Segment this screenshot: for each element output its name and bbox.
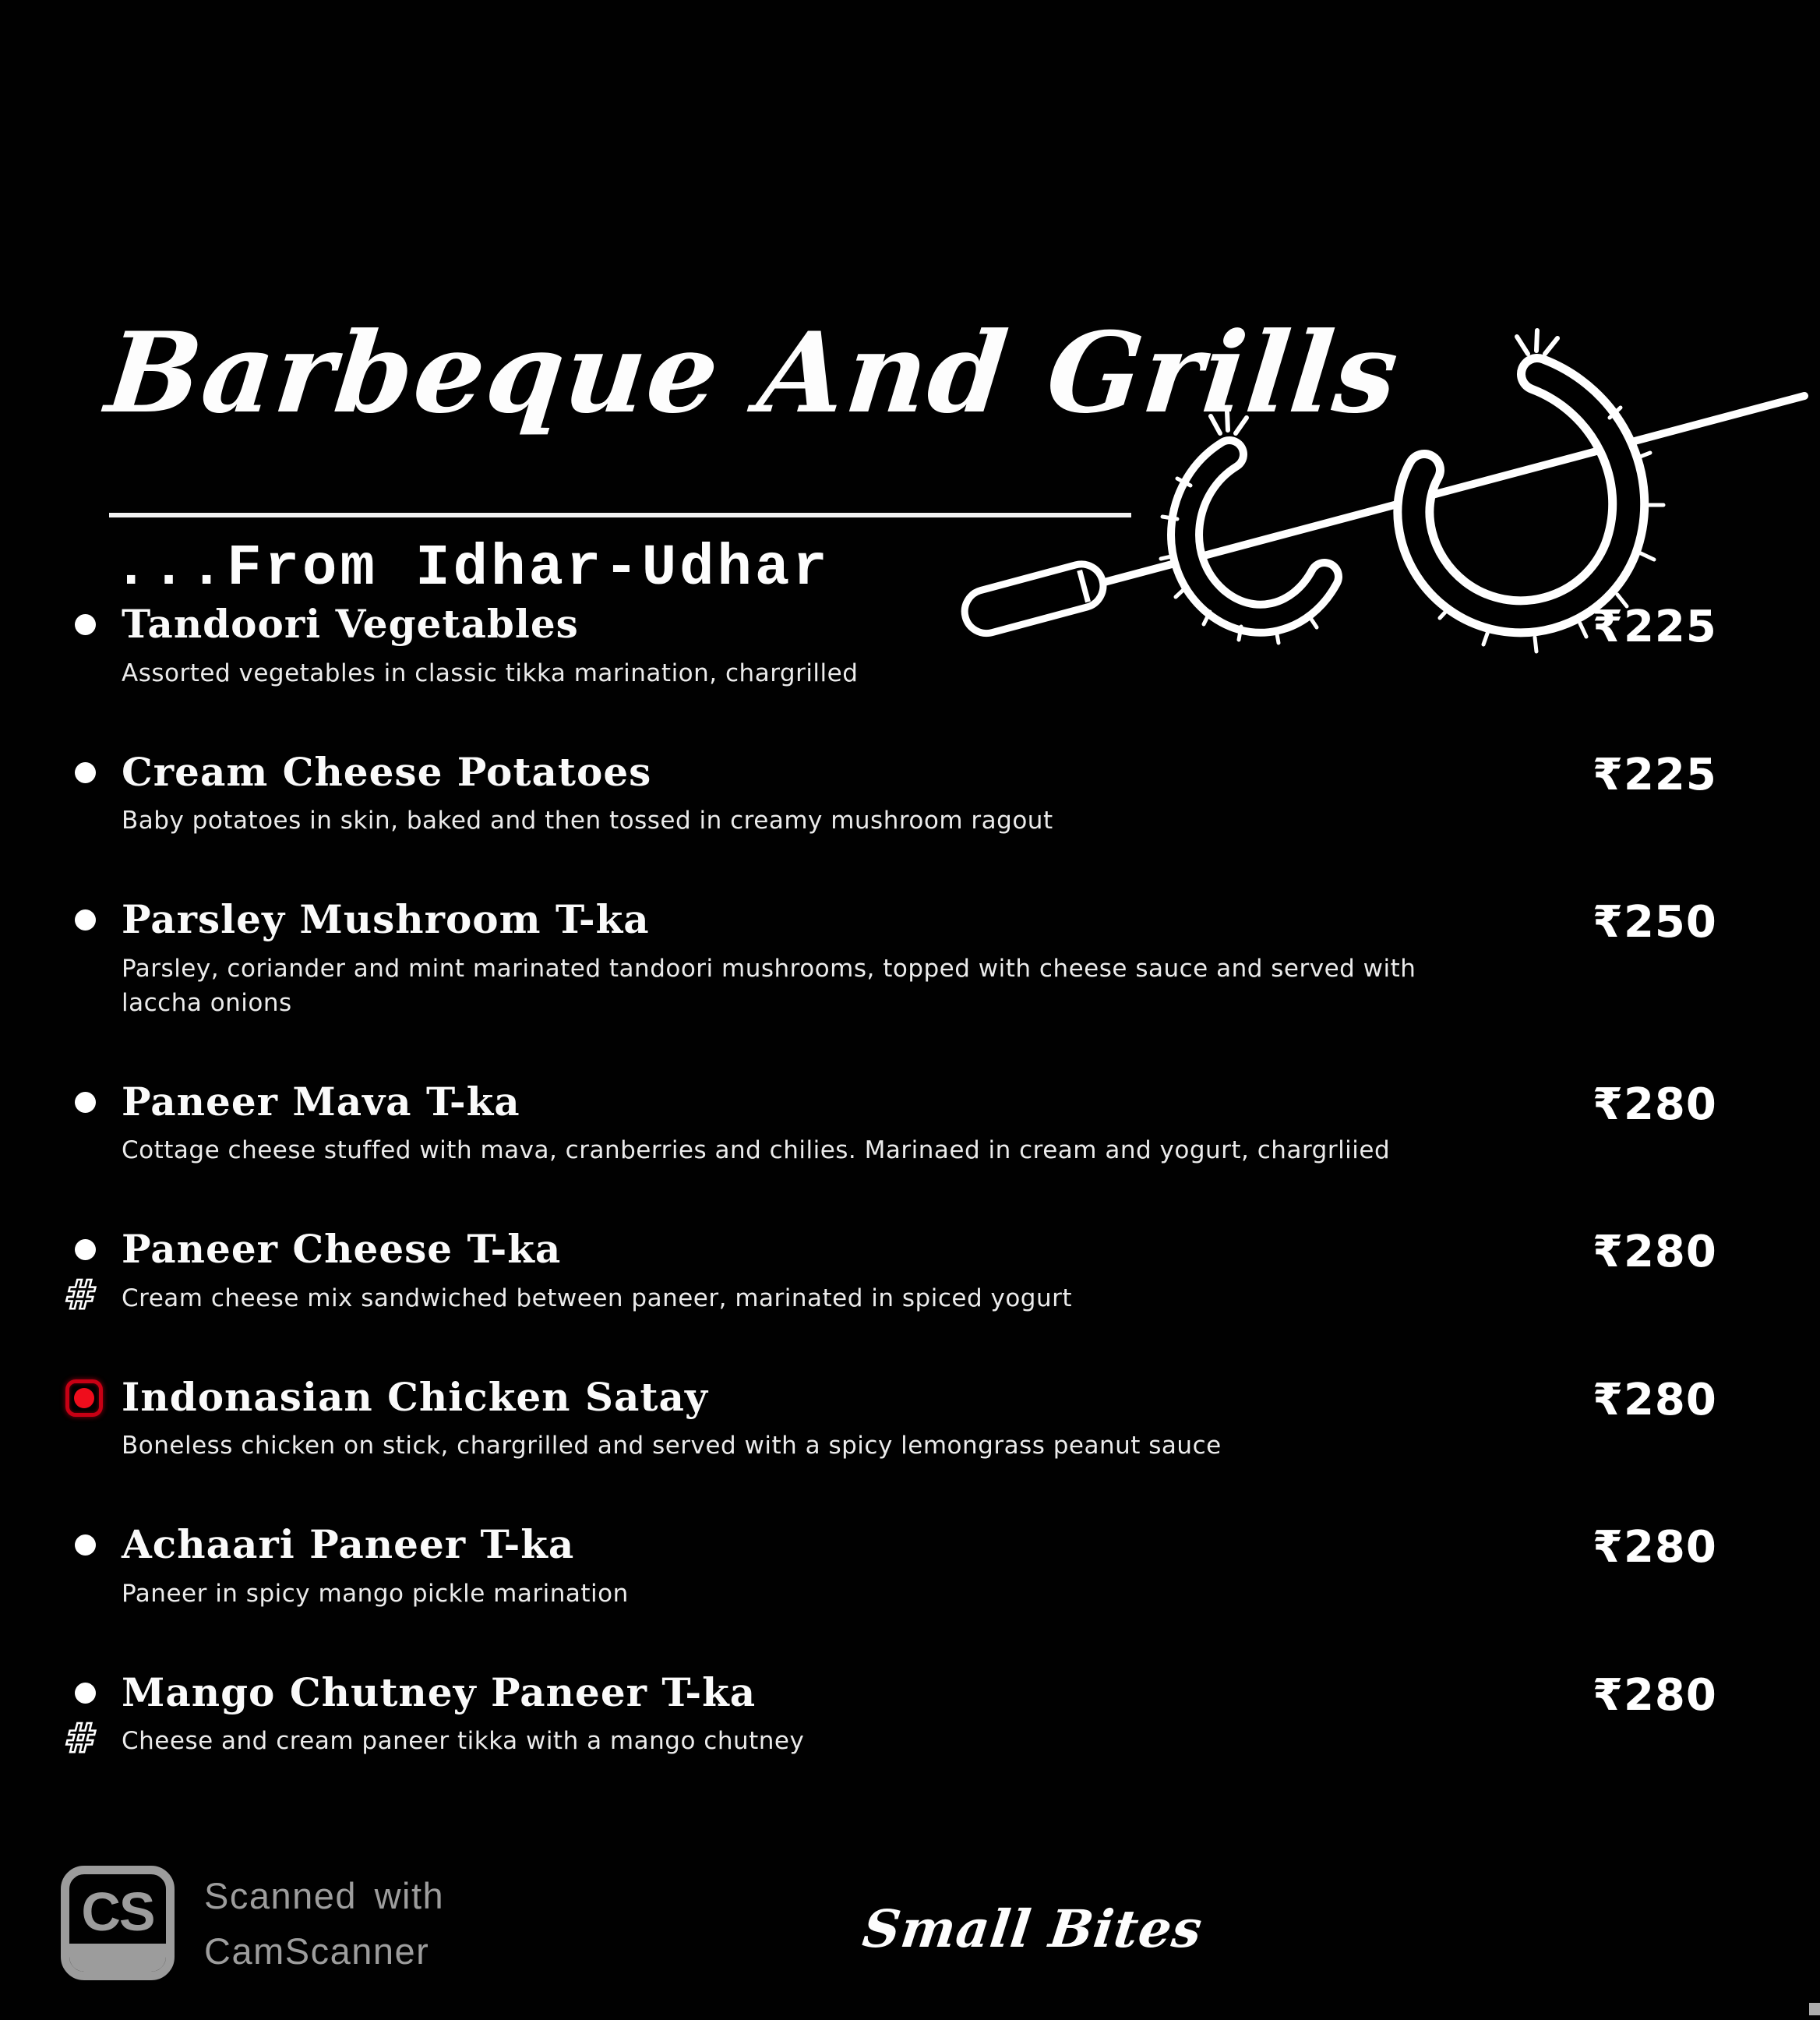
page-subtitle: ...From Idhar-Udhar	[114, 536, 831, 602]
item-name: Tandoori Vegetables	[122, 601, 579, 647]
item-description: Boneless chicken on stick, chargrilled and served with a spicy lemongrass peanut sauce	[122, 1432, 1222, 1460]
item-price: ₹225	[1592, 602, 1717, 652]
item-name: Cream Cheese Potatoes	[122, 748, 652, 795]
camscanner-logo-text: CS	[81, 1881, 154, 1942]
menu-item	[47, 1079, 1820, 1168]
item-name: Achaari Paneer T-ka	[122, 1521, 575, 1568]
camscanner-logo-band	[69, 1944, 166, 1972]
menu-item	[47, 750, 1820, 839]
item-description: Paneer in spicy mango pickle marination	[122, 1579, 629, 1608]
item-price: ₹280	[1592, 1522, 1717, 1573]
item-description: Baby potatoes in skin, baked and then tossed in creamy mushroom ragout	[122, 807, 1053, 835]
camscanner-watermark	[204, 1869, 444, 1979]
item-content	[122, 1079, 1592, 1168]
nonveg-dot	[74, 1388, 94, 1408]
item-content	[122, 897, 1592, 1020]
item-description: Cottage cheese stuffed with mava, cranberries and chilies. Marinaed in cream and yogurt, chargrliied	[122, 1136, 1391, 1165]
bullet-icon	[75, 909, 96, 931]
item-description: Cheese and cream paneer tikka with a mango chutney	[122, 1727, 805, 1756]
item-price: ₹250	[1592, 897, 1717, 948]
item-price: ₹280	[1592, 1227, 1717, 1278]
bullet-icon	[75, 1534, 96, 1556]
item-description: Assorted vegetables in classic tikka marination, chargrilled	[122, 659, 859, 687]
item-content	[122, 602, 1592, 690]
menu-list	[47, 602, 1820, 1817]
item-price: ₹225	[1592, 749, 1717, 800]
camscanner-logo-icon	[61, 1866, 175, 1980]
camscanner-watermark-line1: Scanned with	[204, 1875, 445, 1916]
item-name: Mango Chutney Paneer T-ka	[122, 1669, 757, 1715]
bullet-icon	[75, 1683, 96, 1704]
menu-item	[47, 897, 1820, 1020]
item-description: Parsley, coriander and mint marinated tandoori mushrooms, topped with cheese sauce and served with laccha onions	[122, 954, 1416, 1017]
scan-artifact	[1809, 2003, 1820, 2015]
item-name: Paneer Cheese T-ka	[122, 1226, 562, 1273]
menu-item	[47, 1226, 1820, 1319]
page-title: Barbeque And Grills	[101, 309, 1406, 438]
nonveg-icon	[65, 1379, 103, 1417]
item-price: ₹280	[1592, 1374, 1717, 1425]
item-description: Cream cheese mix sandwiched between paneer, marinated in spiced yogurt	[122, 1284, 1073, 1312]
bullet-icon	[75, 614, 96, 635]
item-price: ₹280	[1592, 1079, 1717, 1130]
item-content	[122, 750, 1592, 839]
hash-icon	[56, 1273, 100, 1319]
title-underline	[109, 513, 1131, 517]
menu-item	[47, 1669, 1820, 1762]
item-content	[122, 1227, 1592, 1315]
item-content	[122, 1670, 1592, 1759]
menu-item	[47, 1375, 1820, 1464]
menu-item	[47, 1522, 1820, 1611]
item-name: Indonasian Chicken Satay	[122, 1373, 708, 1420]
item-name: Parsley Mushroom T-ka	[122, 896, 650, 943]
bullet-icon	[75, 1092, 96, 1113]
brand-name: Small Bites	[859, 1898, 1206, 1959]
bullet-icon	[75, 1239, 96, 1260]
hash-icon	[56, 1717, 100, 1762]
menu-item	[47, 602, 1820, 690]
bullet-icon	[75, 762, 96, 783]
svg-text:#: #	[63, 1273, 93, 1319]
item-price: ₹280	[1592, 1669, 1717, 1721]
item-name: Paneer Mava T-ka	[122, 1078, 520, 1125]
camscanner-watermark-line2: CamScanner	[204, 1930, 430, 1972]
item-content	[122, 1522, 1592, 1611]
svg-text:#: #	[63, 1716, 93, 1762]
item-content	[122, 1375, 1592, 1464]
